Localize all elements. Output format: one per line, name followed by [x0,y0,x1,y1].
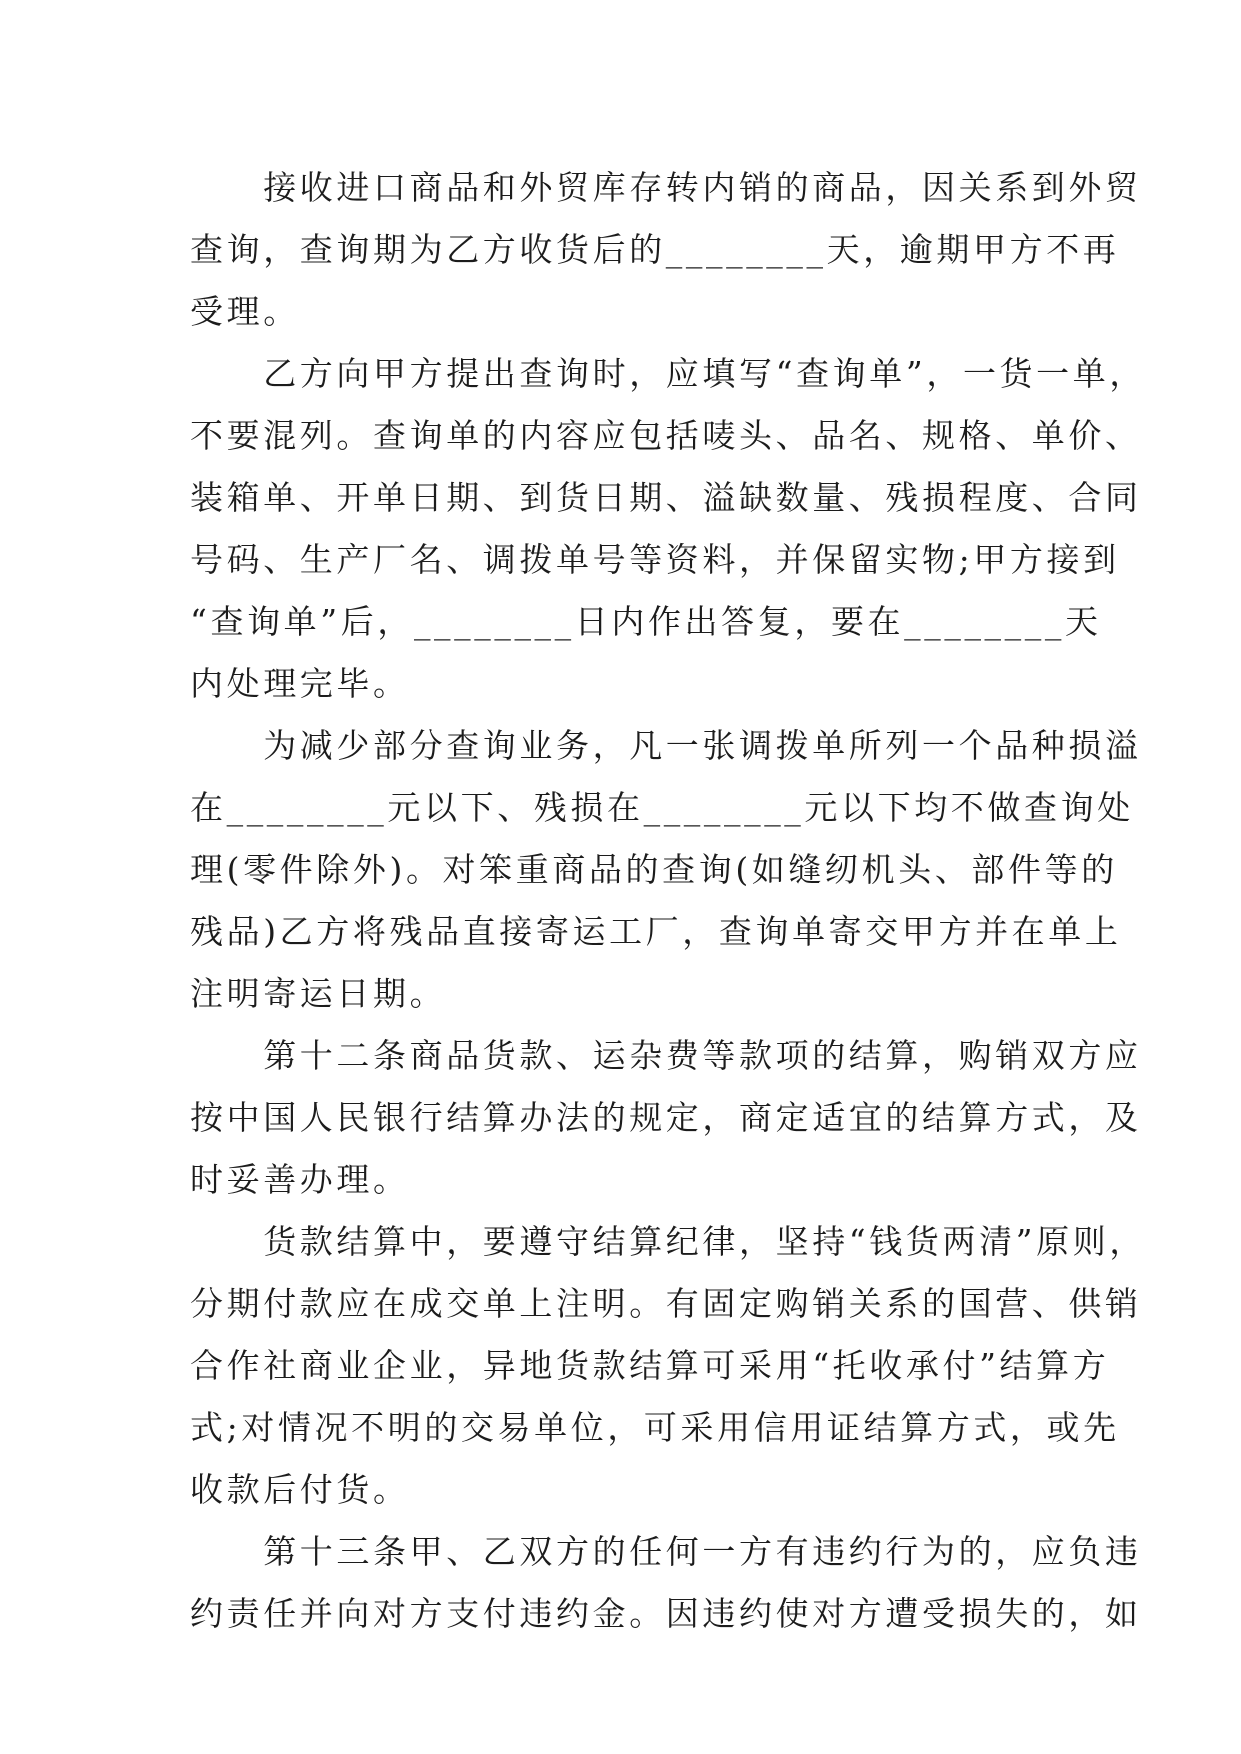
text-line: 在________元以下、残损在________元以下均不做查询处 [190,788,1134,827]
text-line: 乙方向甲方提出查询时，应填写“查询单”，一货一单， [190,354,1146,393]
paragraph-inquiry-period [190,157,1142,343]
text-line: 残品)乙方将残品直接寄运工厂，查询单寄交甲方并在单上 [190,912,1122,951]
text-line: “查询单”后，________日内作出答复，要在________天 [190,602,1102,641]
text-line: 查询，查询期为乙方收货后的________天，逾期甲方不再 [190,230,1120,269]
text-line: 理(零件除外)。对笨重商品的查询(如缝纫机头、部件等的 [190,850,1118,889]
text-line: 货款结算中，要遵守结算纪律，坚持“钱货两清”原则， [190,1222,1146,1261]
text-line: 装箱单、开单日期、到货日期、溢缺数量、残损程度、合同 [190,478,1142,517]
document-body [190,157,1146,1645]
text-line: 式;对情况不明的交易单位，可采用信用证结算方式，或先 [190,1408,1120,1447]
text-line: 号码、生产厂名、调拨单号等资料，并保留实物;甲方接到 [190,540,1120,579]
text-line: 内处理完毕。 [190,664,410,703]
paragraph-inquiry-form [190,343,1146,715]
paragraph-inquiry-threshold [190,715,1142,1025]
text-line: 接收进口商品和外贸库存转内销的商品，因关系到外贸 [190,168,1142,207]
text-line: 为减少部分查询业务，凡一张调拨单所列一个品种损溢 [190,726,1142,765]
text-line: 收款后付货。 [190,1470,410,1509]
text-line: 合作社商业企业，异地货款结算可采用“托收承付”结算方 [190,1346,1110,1385]
paragraph-article-13 [190,1521,1142,1645]
text-line: 时妥善办理。 [190,1160,410,1199]
text-line: 分期付款应在成交单上注明。有固定购销关系的国营、供销 [190,1284,1142,1323]
text-line: 第十二条商品货款、运杂费等款项的结算，购销双方应 [190,1036,1142,1075]
text-line: 注明寄运日期。 [190,974,447,1013]
text-line: 约责任并向对方支付违约金。因违约使对方遭受损失的，如 [190,1594,1142,1633]
text-line: 受理。 [190,292,300,331]
text-line: 按中国人民银行结算办法的规定，商定适宜的结算方式，及 [190,1098,1142,1137]
text-line: 不要混列。查询单的内容应包括唛头、品名、规格、单价、 [190,416,1142,455]
text-line: 第十三条甲、乙双方的任何一方有违约行为的，应负违 [190,1532,1142,1571]
paragraph-article-12 [190,1025,1142,1211]
paragraph-settlement [190,1211,1146,1521]
